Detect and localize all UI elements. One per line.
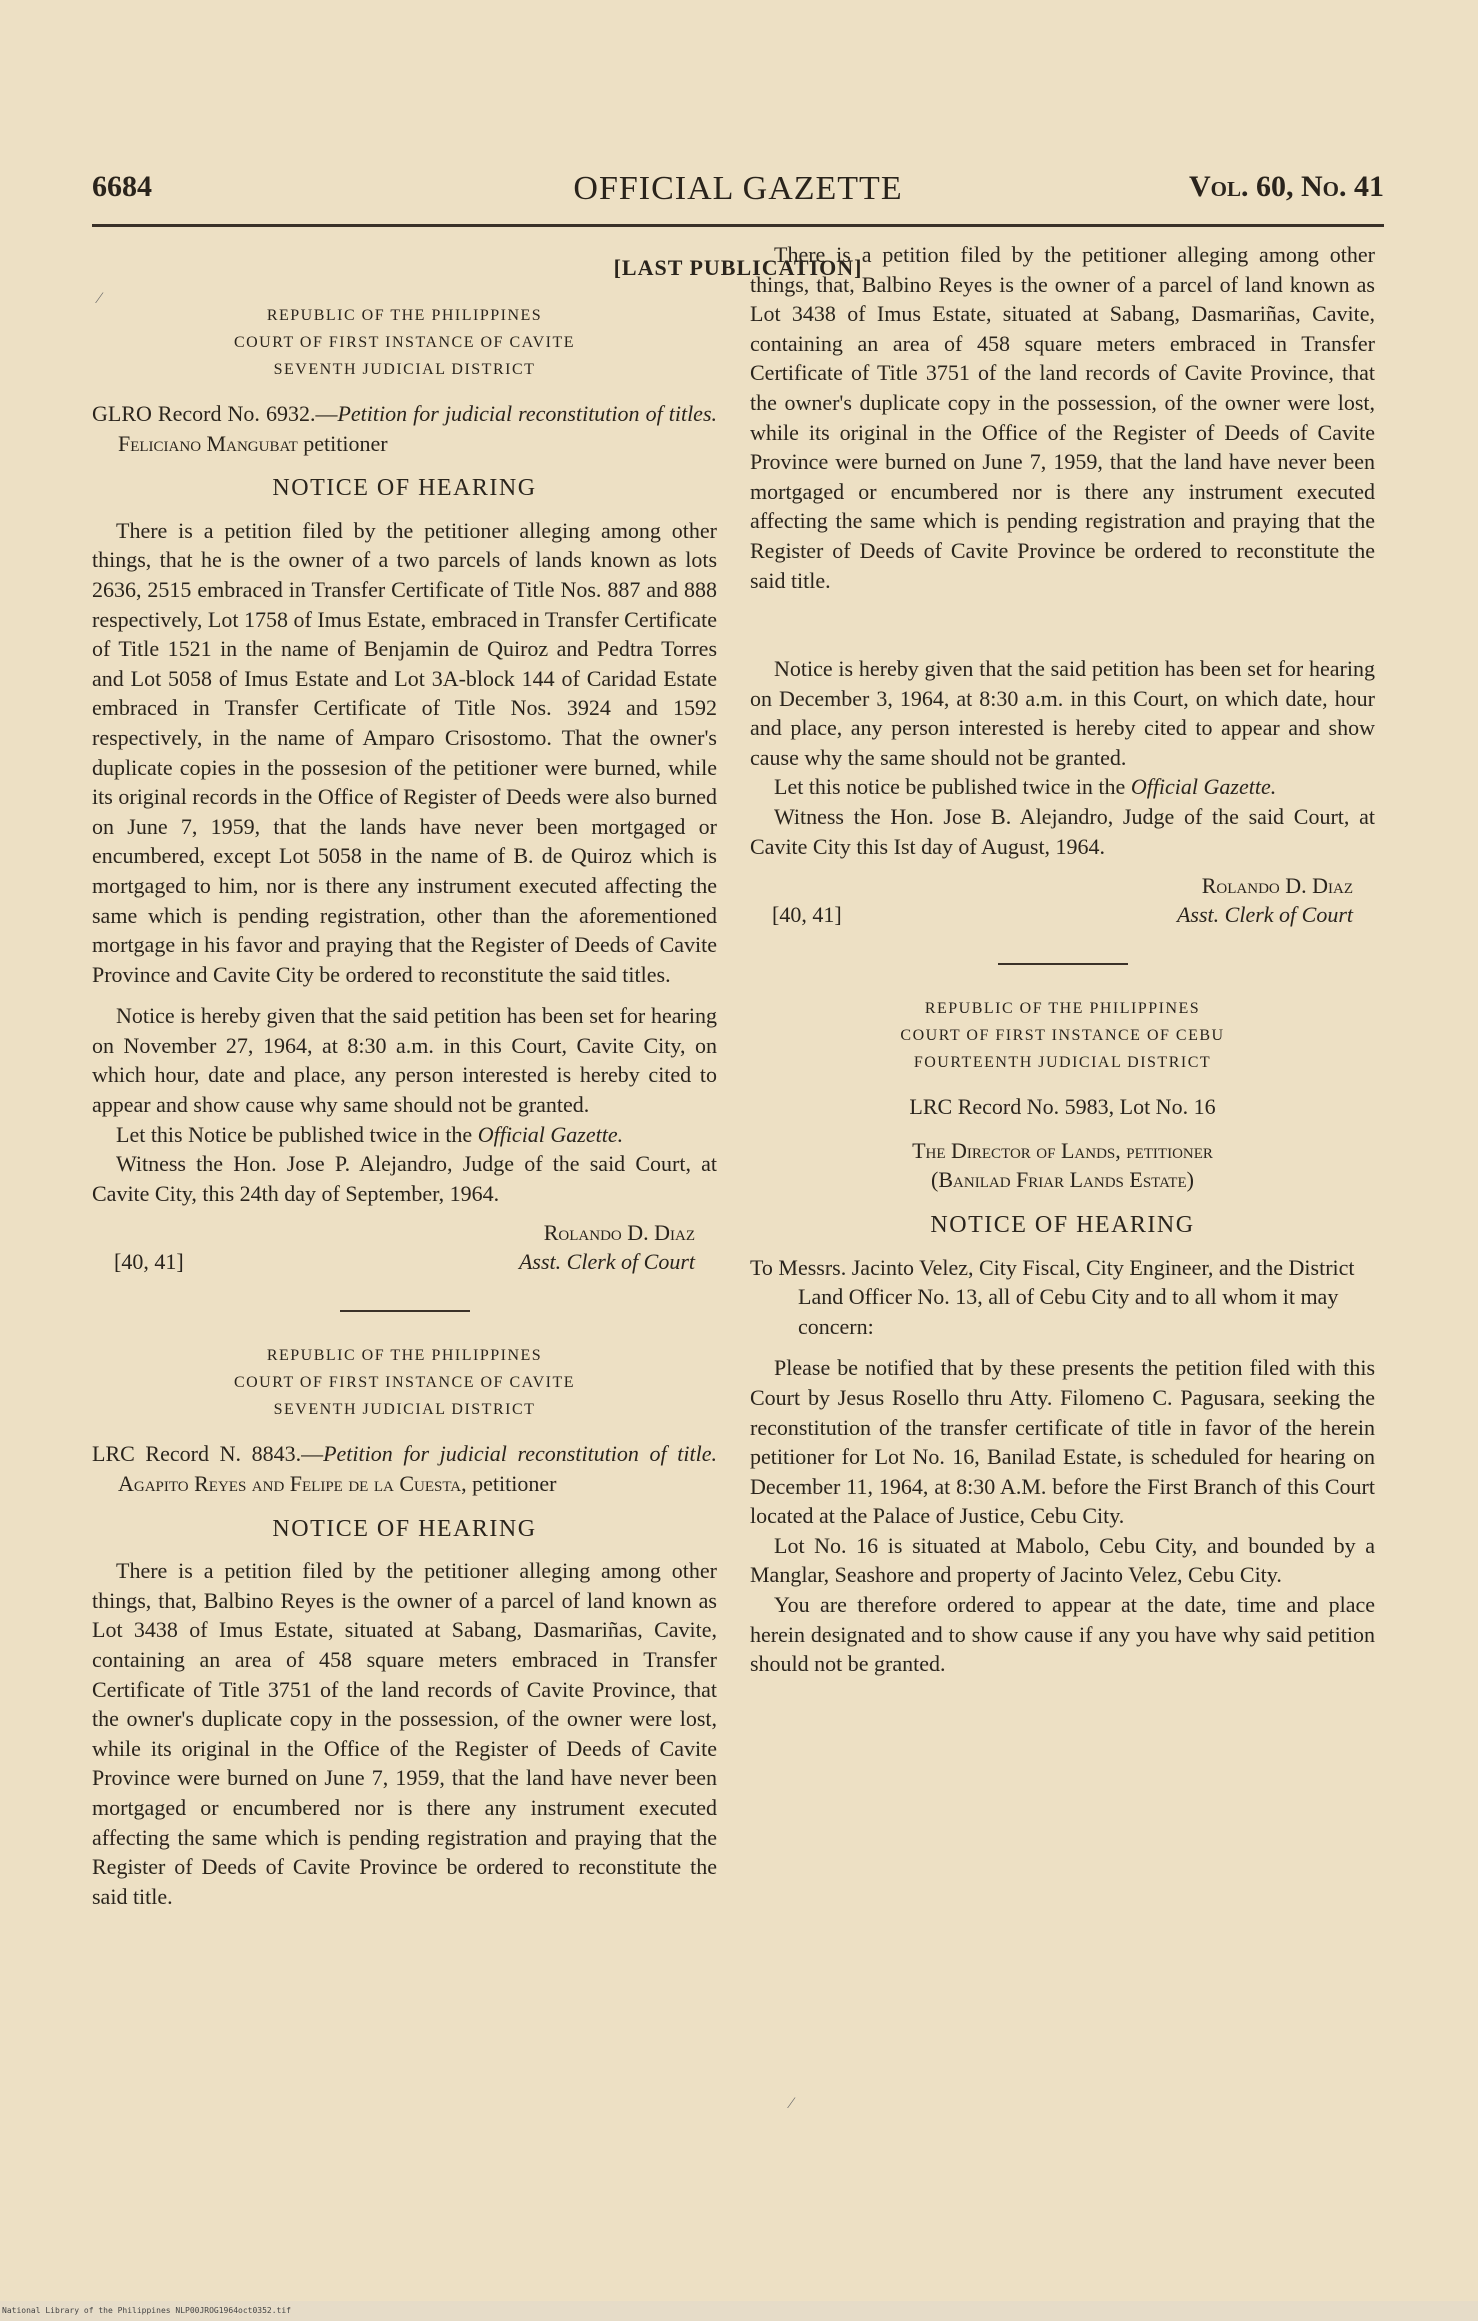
- notice-paragraph: Notice is hereby given that the said petition has been set for hearing on December 3, 1964, at 8:30 a.m. in this Court, on which date, hour and place, any person interested is hereby cited to appear and show cause why the same should not be granted.: [750, 656, 1375, 770]
- page-number: 6684: [92, 170, 152, 203]
- signer-name: Rolando D. Diaz: [543, 1220, 695, 1246]
- notice-heading: NOTICE OF HEARING: [930, 1211, 1195, 1238]
- signer-title: Asst. Clerk of Court: [1176, 902, 1353, 928]
- header-rule: [92, 224, 1384, 227]
- continued-text-wrapper: There is a petition filed by the petitioner alleging among other things, that, Balbino Reyes is the owner of a parcel of land known as Lot 3438 of Imus Estate, situated at Sabang, Dasmariñas, Cavite, containing an area of 458 square meters embraced in Transfer Certificate of Title 3751 of the land records of Cavite Province, that the owner's duplicate copy in the possession, of the owner were lost, while its original in the Office of the Register of Deeds of Cavite Province were burned on June 7, 1959, that the land have never been mortgaged or encumbered nor is there any instrument executed affecting the same which is pending registration and praying that the Register of Deeds of Cavite Province be ordered to reconstitute the said title.: [750, 242, 1375, 593]
- petitioner-line: The Director of Lands, petitioner: [912, 1137, 1213, 1163]
- margin-mark: ⁄: [790, 2095, 793, 2112]
- signer-name: Rolando D. Diaz: [1201, 873, 1353, 899]
- section-divider: [340, 1310, 470, 1312]
- notice-paragraph: Notice is hereby given that the said petition has been set for hearing on November 27, 1964, at 8:30 a.m. in this Court, Cavite City, on which hour, date and place, any person interested is hereby cited to appear and show cause why same should not be granted.: [92, 1003, 717, 1118]
- addressees: To Messrs. Jacinto Velez, City Fiscal, City Engineer, and the District Land Officer No. 13, all of Cebu City and to all whom it may concern:: [750, 1254, 1355, 1339]
- signature-block: [750, 871, 1375, 933]
- notice-heading: NOTICE OF HEARING: [272, 1515, 537, 1542]
- record-line: LRC Record N. 8843.—Petition for judicial reconstitution of title. Agapito Reyes and Felipe de la Cuesta, petitioner: [92, 1441, 718, 1497]
- issue-reference: [40, 41]: [114, 1249, 184, 1275]
- notice-paragraph: Please be notified that by these presents the petition filed with this Court by Jesus Rosello thru Atty. Filomeno C. Pagusara, seeking the reconstitution of the transfer certificate of title in favor of the herein petitioner for Lot No. 16, Banilad Estate, is scheduled for hearing on December 11, 1964, at 8:30 A.M. before the First Branch of this Court located at the Palace of Justice, Cebu City.: [750, 1355, 1375, 1529]
- court-heading: REPUBLIC OF THE PHILIPPINES COURT OF FIRST INSTANCE OF CAVITE SEVENTH JUDICIAL DISTRICT: [233, 1347, 576, 1419]
- publication-title: OFFICIAL GAZETTE: [573, 170, 903, 207]
- court-heading: REPUBLIC OF THE PHILIPPINES COURT OF FIRST INSTANCE OF CAVITE SEVENTH JUDICIAL DISTRICT: [233, 307, 576, 378]
- signature-block: [92, 1218, 717, 1280]
- record-line: LRC Record No. 5983, Lot No. 16: [909, 1094, 1216, 1120]
- right-column: [750, 242, 1375, 1679]
- margin-mark: ⁄: [98, 290, 101, 307]
- signer-title: Asst. Clerk of Court: [518, 1249, 695, 1275]
- notice-paragraph: Let this Notice be published twice in the Official Gazette.: [116, 1121, 624, 1147]
- notice-paragraph: There is a petition filed by the petitioner alleging among other things, that, Balbino Reyes is the owner of a parcel of land known as Lot 3438 of Imus Estate, situated at Sabang, Dasmariñas, Cavite, containing an area of 458 square meters embraced in Transfer Certificate of Title 3751 of the land records of Cavite Province, that the owner's duplicate copy in the possession, of the owner were lost, while its original in the Office of the Register of Deeds of Cavite Province were burned on June 7, 1959, that the land have never been mortgaged or encumbered nor is there any instrument executed affecting the same which is pending registration and praying that the Register of Deeds of Cavite Province be ordered to reconstitute the said title.: [92, 1558, 717, 1909]
- notice-paragraph: Witness the Hon. Jose P. Alejandro, Judge of the said Court, at Cavite City, this 24th day of September, 1964.: [92, 1151, 717, 1206]
- court-heading: REPUBLIC OF THE PHILIPPINES COURT OF FIRST INSTANCE OF CEBU FOURTEENTH JUDICIAL DISTRICT: [900, 1000, 1225, 1072]
- notice-paragraph: Lot No. 16 is situated at Mabolo, Cebu City, and bounded by a Manglar, Seashore and property of Jacinto Velez, Cebu City.: [750, 1532, 1375, 1588]
- notice-paragraph: There is a petition filed by the petitioner alleging among other things, that he is the owner of a two parcels of lands known as lots 2636, 2515 embraced in Transfer Certificate of Title Nos. 887 and 888 respectively, Lot 1758 of Imus Estate, embraced in Transfer Certificate of Title 1521 in the name of Benjamin de Quiroz and Pedtra Torres and Lot 5058 of Imus Estate and Lot 3A-block 144 of Caridad Estate embraced in Transfer Certificate of Title Nos. 3924 and 1592 respectively, in the name of Amparo Crisostomo. That the owner's duplicate copies in the possesion of the petitioner were burned, while its original records in the Office of Register of Deeds were also burned on June 7, 1959, that the lands have never been mortgaged or encumbered, except Lot 5058 in the name of B. de Quiroz which is mortgaged to him, nor is there any instrument executed affecting the same which is pending registration, other than the aforementioned mortgage in his favor and praying that the Register of Deeds of Cavite Province and Cavite City be ordered to reconstitute the said titles.: [92, 517, 717, 987]
- page-header: [92, 170, 1384, 220]
- notice-paragraph: Witness the Hon. Jose B. Alejandro, Judge of the said Court, at Cavite City this Ist day of August, 1964.: [750, 803, 1375, 859]
- notice-paragraph: Let this notice be published twice in the Official Gazette.: [774, 774, 1277, 800]
- section-divider: [998, 963, 1128, 965]
- issue-reference: [40, 41]: [772, 902, 842, 928]
- scan-footer: National Library of the Philippines NLP00JROG1964oct0352.tif: [0, 2301, 1478, 2321]
- record-line: GLRO Record No. 6932.—Petition for judicial reconstitution of titles. Feliciano Mangubat petitioner: [92, 401, 718, 456]
- estate-line: (Banilad Friar Lands Estate): [931, 1167, 1194, 1193]
- notice-paragraph-continued: [750, 240, 1375, 654]
- volume-number: Vol. 60, No. 41: [1188, 170, 1384, 203]
- last-publication-label: [LAST PUBLICATION]: [613, 255, 863, 280]
- notice-paragraph: You are therefore ordered to appear at the date, time and place herein designated and to show cause if any you have why said petition should not be granted.: [750, 1592, 1375, 1677]
- left-column: [92, 300, 718, 1909]
- notice-heading: NOTICE OF HEARING: [272, 475, 537, 502]
